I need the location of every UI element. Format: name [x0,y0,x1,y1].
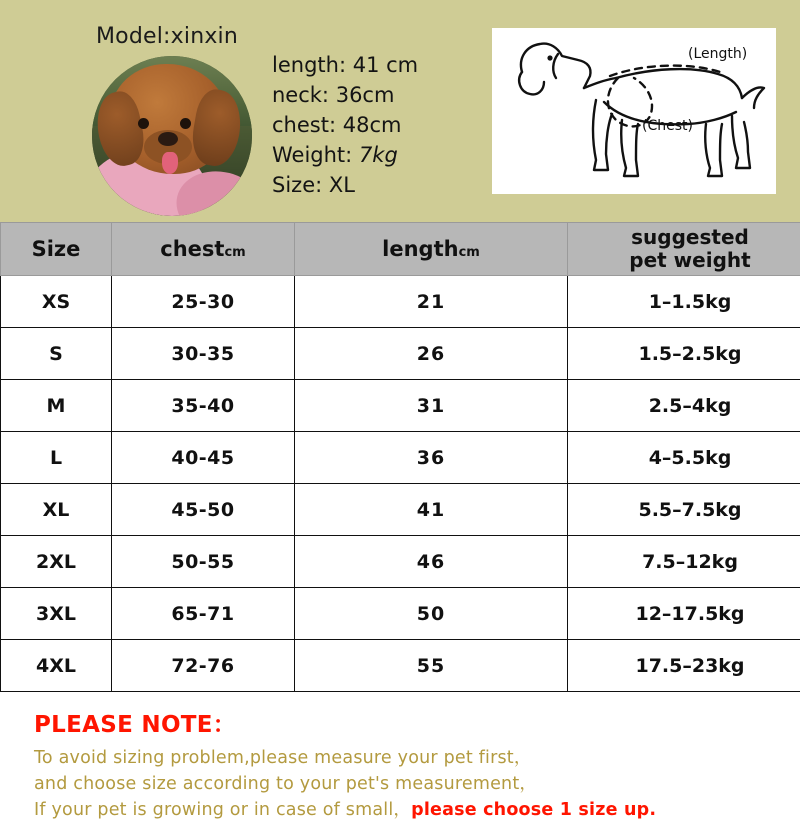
header-length-text: length [382,237,458,261]
table-header-row [1,223,800,276]
cell-length: 55 [295,640,568,692]
cell-chest: 72-76 [112,640,295,692]
table-header [1,223,800,276]
cell-weight: 17.5–23kg [568,640,800,692]
table-row [1,432,800,484]
table-row [1,380,800,432]
cell-length: 21 [295,276,568,328]
spec-neck-label: neck: [272,83,329,107]
note-line-3 [34,797,766,823]
header-weight [568,223,800,276]
cell-size: 3XL [1,588,112,640]
note-line-3-highlight: please choose 1 size up. [411,800,656,820]
cell-length: 31 [295,380,568,432]
dog-outline-icon [492,28,776,194]
note-line-1: To avoid sizing problem,please measure your pet first， [34,745,766,771]
spec-neck [272,80,418,110]
spec-chest [272,110,418,140]
table-body [1,276,800,692]
spec-weight-label: Weight: [272,143,352,167]
table-row [1,276,800,328]
cell-length: 41 [295,484,568,536]
header-weight-line2: pet weight [569,249,800,272]
cell-size: M [1,380,112,432]
spec-weight [272,140,418,170]
cell-chest: 50-55 [112,536,295,588]
note-title: PLEASE NOTE： [34,706,766,739]
cell-length: 50 [295,588,568,640]
cell-chest: 40-45 [112,432,295,484]
note-section [0,692,800,823]
model-dog-photo [92,56,252,216]
cell-length: 26 [295,328,568,380]
diagram-chest-label: (Chest) [642,118,693,134]
model-info-panel [0,0,800,222]
header-weight-line1: suggested [569,226,800,249]
spec-length-label: length: [272,53,346,77]
spec-length [272,50,418,80]
header-length [295,223,568,276]
header-length-unit: cm [459,245,480,260]
cell-weight: 7.5–12kg [568,536,800,588]
size-table [0,222,800,692]
spec-size [272,170,418,200]
cell-size: S [1,328,112,380]
cell-weight: 1–1.5kg [568,276,800,328]
cell-weight: 4–5.5kg [568,432,800,484]
spec-chest-value: 48cm [343,113,402,137]
spec-neck-value: 36cm [336,83,395,107]
cell-weight: 5.5–7.5kg [568,484,800,536]
cell-size: XS [1,276,112,328]
cell-size: 2XL [1,536,112,588]
cell-chest: 35-40 [112,380,295,432]
cell-chest: 45-50 [112,484,295,536]
cell-length: 36 [295,432,568,484]
measurement-diagram [492,28,776,194]
model-measurements [272,50,418,200]
header-chest [112,223,295,276]
model-name-label: Model:xinxin [96,24,238,49]
note-line-3-prefix: If your pet is growing or in case of small， [34,800,411,820]
header-size: Size [1,223,112,276]
table-row [1,588,800,640]
spec-length-value: 41 cm [353,53,418,77]
table-row [1,640,800,692]
note-line-2: and choose size according to your pet's measurement， [34,771,766,797]
header-chest-unit: cm [224,245,245,260]
header-chest-text: chest [160,237,224,261]
table-row [1,536,800,588]
cell-weight: 1.5–2.5kg [568,328,800,380]
size-table-wrapper [0,222,800,692]
spec-chest-label: chest: [272,113,336,137]
cell-weight: 2.5–4kg [568,380,800,432]
cell-chest: 25-30 [112,276,295,328]
cell-chest: 30-35 [112,328,295,380]
cell-weight: 12–17.5kg [568,588,800,640]
cell-size: L [1,432,112,484]
spec-size-value: XL [329,173,355,197]
cell-chest: 65-71 [112,588,295,640]
cell-size: 4XL [1,640,112,692]
diagram-length-label: (Length) [688,46,747,62]
table-row [1,328,800,380]
table-row [1,484,800,536]
note-body [34,745,766,823]
cell-length: 46 [295,536,568,588]
spec-weight-value: 7kg [359,143,398,167]
cell-size: XL [1,484,112,536]
spec-size-label: Size: [272,173,322,197]
